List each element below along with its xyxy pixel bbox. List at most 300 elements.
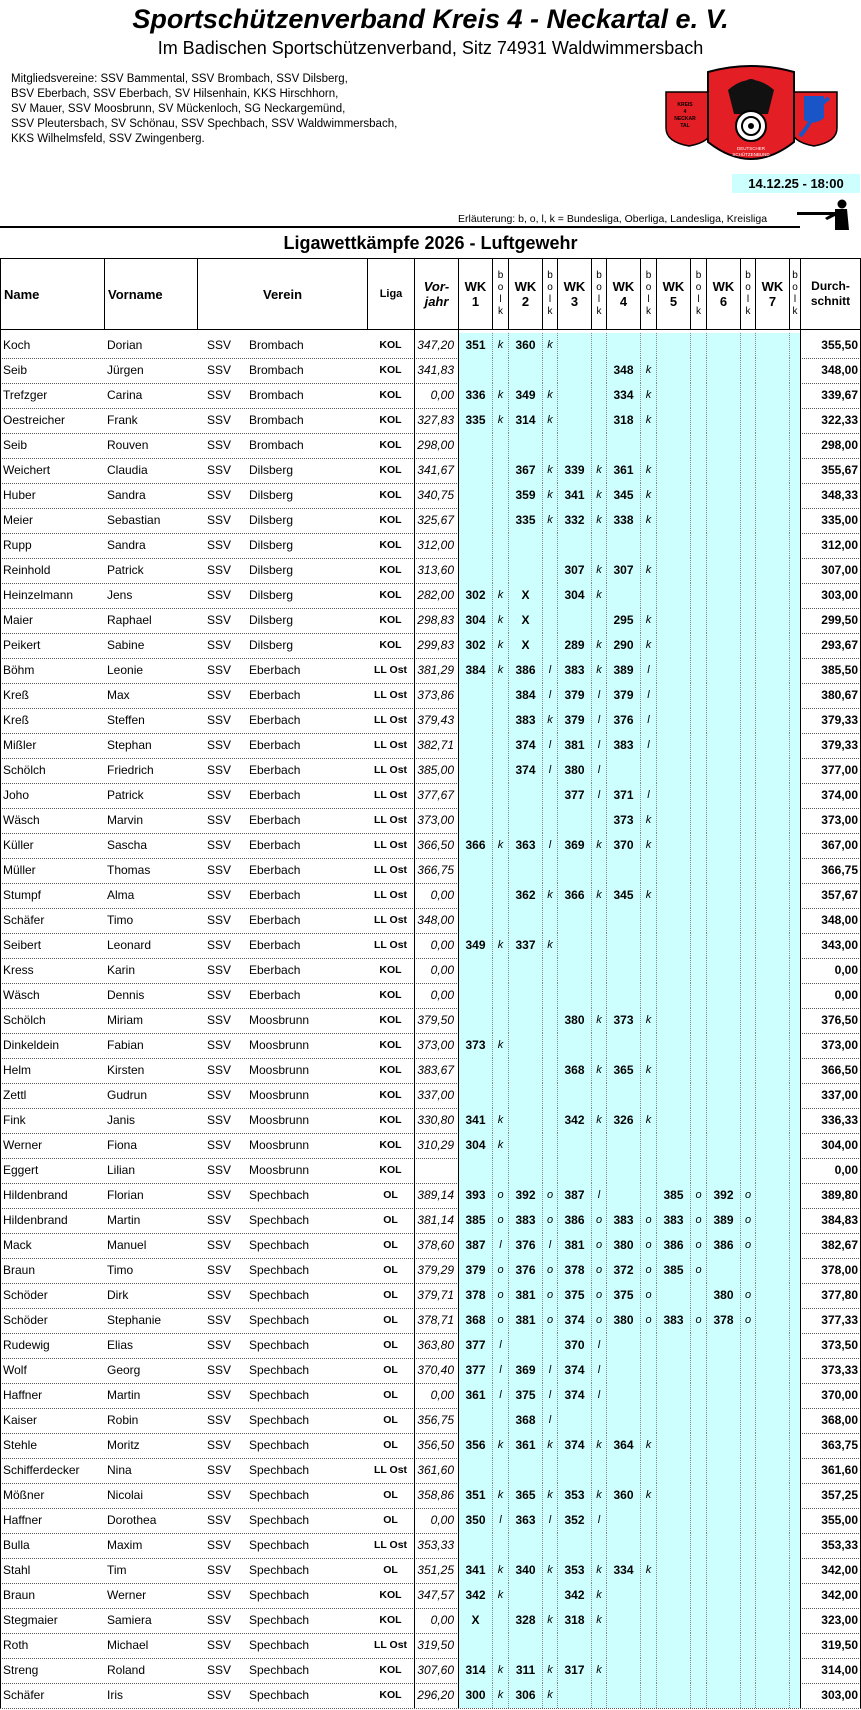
cell-vorjahr: 366,50 [417,838,454,852]
cell-wk-league: k [640,1483,656,1508]
col-header-wk-number: 6 [719,294,728,309]
cell-wk-league [640,1458,656,1483]
cell-wk-score [706,433,740,458]
cell-wk-score: 376 [508,1258,542,1283]
cell-wk-score [656,858,690,883]
cell-name: Joho [3,788,30,802]
col-header-bolk-letter: o [497,282,504,293]
cell-liga: LL Ost [373,814,408,826]
cell-club: Brombach [249,363,304,377]
cell-vorjahr: 385,00 [417,763,454,777]
cell-wk-score: 332 [557,508,591,533]
cell-wk-league [591,1683,606,1708]
cell-wk-score [656,1008,690,1033]
cell-durchschnitt: 299,50 [800,608,861,633]
cell-wk-score [755,983,789,1008]
cell-durchschnitt: 0,00 [800,958,861,983]
cell-wk-score [508,558,542,583]
cell-wk-score [557,858,591,883]
cell-vorname: Friedrich [107,763,154,777]
col-header-wk-number: 1 [471,294,480,309]
cell-wk-score: 370 [606,833,640,858]
cell-vorjahr: 341,83 [417,363,454,377]
cell-club-type: SSV [207,1538,232,1552]
cell-wk-score [508,1008,542,1033]
cell-wk-score: 383 [656,1208,690,1233]
cell-wk-league [492,858,508,883]
cell-wk-score [656,1608,690,1633]
cell-durchschnitt: 293,67 [800,633,861,658]
table-row [0,1658,861,1684]
cell-wk-score [755,608,789,633]
cell-wk-score: 377 [458,1333,492,1358]
cell-wk-league: k [640,483,656,508]
cell-name: Peikert [3,638,41,652]
cell-wk-score [557,1633,591,1658]
col-header-bolk-letter: l [746,294,750,305]
cell-wk-score [656,633,690,658]
cell-liga: KOL [379,414,402,426]
logo-text-neckar: NECKAR [674,116,696,122]
cell-wk-score [656,1108,690,1133]
cell-vorname: Michael [107,1638,149,1652]
cell-club-type: SSV [207,763,232,777]
table-row [0,1083,861,1109]
cell-durchschnitt: 342,00 [800,1558,861,1583]
cell-wk-league [789,1458,800,1483]
cell-wk-league [789,858,800,883]
cell-wk-league [690,1083,706,1108]
cell-wk-score [755,1683,789,1708]
cell-wk-score: 351 [458,1483,492,1508]
cell-liga: KOL [379,614,402,626]
cell-vorjahr: 0,00 [430,1513,454,1527]
cell-wk-score: 374 [557,1358,591,1383]
logo-text-deutscher: DEUTSCHER [736,146,766,151]
cell-wk-league [789,883,800,908]
cell-wk-league [740,733,755,758]
cell-wk-league [591,1158,606,1183]
cell-wk-league [492,708,508,733]
cell-name: Schöder [3,1313,48,1327]
cell-wk-league: k [591,1658,606,1683]
cell-wk-score: 349 [458,933,492,958]
cell-wk-league: o [542,1183,557,1208]
cell-wk-score [656,558,690,583]
col-header-wk-number: 4 [619,294,628,309]
col-header-wk-number: 3 [570,294,579,309]
cell-wk-league: l [591,733,606,758]
cell-wk-league [640,758,656,783]
cell-club-type: SSV [207,363,232,377]
cell-vorjahr: 366,75 [417,863,454,877]
cell-wk-league [542,1108,557,1133]
cell-wk-league: k [542,508,557,533]
cell-liga: OL [383,1239,398,1251]
cell-durchschnitt: 384,83 [800,1208,861,1233]
cell-club: Spechbach [249,1538,310,1552]
table-row [0,1158,861,1184]
cell-wk-league: k [492,833,508,858]
cell-wk-league [640,1533,656,1558]
cell-vorname: Frank [107,413,138,427]
cell-name: Schäfer [3,913,45,927]
cell-liga: KOL [379,489,402,501]
sheet-title: Ligawettkämpfe 2026 - Luftgewehr [283,233,578,253]
cell-wk-league [690,783,706,808]
cell-wk-league [542,1008,557,1033]
table-row [0,1633,861,1659]
cell-wk-league: l [591,1333,606,1358]
cell-wk-score [557,1158,591,1183]
cell-wk-league [690,1633,706,1658]
cell-wk-score: 361 [508,1433,542,1458]
cell-wk-league [740,558,755,583]
cell-wk-score: 374 [508,733,542,758]
cell-wk-score: 375 [508,1383,542,1408]
cell-wk-league: k [542,1558,557,1583]
cell-durchschnitt: 389,80 [800,1183,861,1208]
cell-wk-league [690,633,706,658]
cell-wk-league [492,508,508,533]
cell-vorname: Stephanie [107,1313,162,1327]
cell-name: Mißler [3,738,37,752]
cell-wk-score [656,383,690,408]
cell-wk-league [492,883,508,908]
table-gridline [0,258,1,1708]
cell-name: Rupp [3,538,32,552]
cell-wk-score: 359 [508,483,542,508]
cell-wk-league: k [591,833,606,858]
cell-wk-score [557,1133,591,1158]
cell-wk-score: X [458,1608,492,1633]
cell-vorname: Dorothea [107,1513,157,1527]
cell-durchschnitt: 377,00 [800,758,861,783]
cell-wk-league [492,458,508,483]
cell-wk-score [656,1683,690,1708]
cell-wk-league [492,983,508,1008]
cell-wk-league [690,408,706,433]
cell-wk-score: 361 [606,458,640,483]
table-row [0,1333,861,1359]
cell-club: Eberbach [249,863,301,877]
cell-wk-score [706,633,740,658]
cell-durchschnitt: 374,00 [800,783,861,808]
member-clubs-line: KKS Wilhelmsfeld, SSV Zwingenberg. [11,133,205,145]
cell-wk-league [690,333,706,358]
cell-wk-score [755,633,789,658]
cell-wk-score: 300 [458,1683,492,1708]
cell-wk-score: 360 [606,1483,640,1508]
cell-wk-league [542,1533,557,1558]
cell-vorname: Werner [107,1588,147,1602]
cell-wk-score: 345 [606,483,640,508]
cell-wk-score: 374 [557,1308,591,1333]
cell-vorname: Timo [107,1263,134,1277]
cell-durchschnitt: 337,00 [800,1083,861,1108]
cell-vorjahr: 358,86 [417,1488,454,1502]
cell-wk-league: l [591,708,606,733]
cell-wk-score [706,1158,740,1183]
cell-vorname: Timo [107,913,134,927]
table-row [0,933,861,959]
cell-vorjahr: 378,71 [417,1313,454,1327]
cell-wk-league [740,483,755,508]
cell-vorjahr: 383,67 [417,1063,454,1077]
col-header-bolk-letter: o [695,282,702,293]
cell-durchschnitt: 367,00 [800,833,861,858]
cell-wk-league [740,1258,755,1283]
cell-club-type: SSV [207,713,232,727]
cell-wk-league [492,358,508,383]
cell-wk-score [458,1008,492,1033]
cell-wk-league [789,1408,800,1433]
cell-name: Hildenbrand [3,1188,68,1202]
cell-wk-score [755,583,789,608]
cell-wk-league [591,1408,606,1433]
cell-liga: OL [383,1564,398,1576]
table-row [0,833,861,859]
table-row [0,683,861,709]
cell-vorjahr: 327,83 [417,413,454,427]
cell-wk-league: k [591,458,606,483]
table-row [0,758,861,784]
cell-club: Spechbach [249,1638,310,1652]
cell-wk-score [656,683,690,708]
cell-vorjahr: 348,00 [417,913,454,927]
cell-durchschnitt: 373,00 [800,808,861,833]
cell-wk-score [656,658,690,683]
col-header-bolk-4 [640,259,656,329]
cell-vorname: Steffen [107,713,145,727]
cell-liga: OL [383,1264,398,1276]
cell-liga: LL Ost [373,714,408,726]
cell-durchschnitt: 319,50 [800,1633,861,1658]
cell-wk-league [740,833,755,858]
cell-durchschnitt: 307,00 [800,558,861,583]
cell-wk-league [591,1458,606,1483]
cell-wk-league [740,708,755,733]
cell-wk-score: 290 [606,633,640,658]
cell-wk-score: 380 [557,1008,591,1033]
cell-wk-score: 352 [557,1508,591,1533]
cell-wk-league [591,433,606,458]
cell-name: Hildenbrand [3,1213,68,1227]
cell-liga: OL [383,1189,398,1201]
cell-wk-score [706,683,740,708]
cell-wk-league [789,1358,800,1383]
cell-name: Mößner [3,1488,45,1502]
cell-wk-score [606,1133,640,1158]
cell-wk-score [458,758,492,783]
cell-wk-score [557,333,591,358]
cell-wk-score: 381 [508,1283,542,1308]
cell-wk-league: k [640,808,656,833]
cell-wk-score: 372 [606,1258,640,1283]
cell-club-type: SSV [207,988,232,1002]
cell-durchschnitt: 355,67 [800,458,861,483]
cell-wk-score [755,1133,789,1158]
cell-wk-league: l [542,1408,557,1433]
cell-wk-score [656,1533,690,1558]
cell-wk-league: k [542,1433,557,1458]
cell-wk-league: l [492,1383,508,1408]
cell-wk-score: 349 [508,383,542,408]
cell-wk-score: 345 [606,883,640,908]
cell-durchschnitt: 304,00 [800,1133,861,1158]
col-header-bolk-letter: b [792,270,798,281]
cell-wk-score [656,1358,690,1383]
cell-wk-league: k [591,1558,606,1583]
cell-wk-score: 317 [557,1658,591,1683]
cell-wk-league [789,1208,800,1233]
cell-wk-league [789,1058,800,1083]
cell-wk-score [706,658,740,683]
cell-wk-league [740,958,755,983]
cell-wk-score: 373 [606,808,640,833]
cell-wk-score [656,583,690,608]
cell-club-type: SSV [207,1088,232,1102]
cell-wk-score: 350 [458,1508,492,1533]
cell-wk-score: 326 [606,1108,640,1133]
cell-wk-score [458,483,492,508]
cell-wk-league: l [591,683,606,708]
cell-wk-league: k [492,933,508,958]
table-row [0,733,861,759]
cell-wk-score: 353 [557,1483,591,1508]
cell-wk-league: l [542,658,557,683]
cell-wk-league [740,1108,755,1133]
cell-liga: KOL [379,989,402,1001]
cell-wk-league: k [640,458,656,483]
cell-wk-league [740,1683,755,1708]
col-header-wk-1 [458,259,492,329]
cell-wk-league [640,1683,656,1708]
cell-vorname: Samiera [107,1613,152,1627]
cell-wk-league [640,1383,656,1408]
cell-durchschnitt: 373,50 [800,1333,861,1358]
cell-wk-score [606,1583,640,1608]
cell-wk-score: 378 [557,1258,591,1283]
cell-wk-score [656,358,690,383]
cell-wk-score [656,833,690,858]
cell-liga: OL [383,1214,398,1226]
cell-wk-league [690,1058,706,1083]
cell-wk-score: 289 [557,633,591,658]
table-row [0,358,861,384]
cell-durchschnitt: 379,33 [800,733,861,758]
cell-wk-league [740,1383,755,1408]
cell-wk-score [458,508,492,533]
cell-wk-score [557,1533,591,1558]
cell-wk-league [690,1358,706,1383]
cell-club: Dilsberg [249,488,294,502]
cell-wk-score [656,1058,690,1083]
cell-wk-league: k [492,1433,508,1458]
cell-wk-score [755,1508,789,1533]
cell-wk-score: 381 [557,1233,591,1258]
cell-name: Stahl [3,1563,31,1577]
cell-durchschnitt: 303,00 [800,583,861,608]
cell-wk-league: k [591,1058,606,1083]
cell-club: Spechbach [249,1238,310,1252]
cell-club: Brombach [249,338,304,352]
cell-wk-league [740,508,755,533]
cell-wk-league [591,1083,606,1108]
cell-durchschnitt: 303,00 [800,1683,861,1708]
cell-wk-league [740,1558,755,1583]
cell-club: Eberbach [249,713,301,727]
cell-wk-score [656,1633,690,1658]
cell-wk-score [606,933,640,958]
cell-wk-league: k [640,633,656,658]
col-header-bolk-7 [789,259,800,329]
cell-wk-league: l [542,683,557,708]
cell-wk-score [656,483,690,508]
table-row [0,1433,861,1459]
cell-vorjahr: 370,40 [417,1363,454,1377]
cell-wk-score: 379 [458,1258,492,1283]
cell-wk-score [755,458,789,483]
col-header-bolk-letter: b [645,270,652,281]
cell-durchschnitt: 298,00 [800,433,861,458]
cell-vorjahr: 382,71 [417,738,454,752]
cell-club: Brombach [249,413,304,427]
cell-wk-league [740,1358,755,1383]
table-row [0,1608,861,1634]
col-header-bolk-letter: l [793,294,797,305]
cell-wk-league [789,1508,800,1533]
col-header-wk-4 [606,259,640,329]
cell-club: Spechbach [249,1438,310,1452]
cell-wk-league: k [542,383,557,408]
cell-liga: LL Ost [373,764,408,776]
cell-wk-score: 374 [557,1433,591,1458]
col-header-vorjahr-line: Vor- [423,279,450,294]
cell-liga: KOL [379,639,402,651]
cell-wk-score: 376 [508,1233,542,1258]
cell-wk-score [508,1083,542,1108]
cell-wk-league: l [492,1333,508,1358]
cell-durchschnitt: 366,50 [800,1058,861,1083]
cell-liga: OL [383,1289,398,1301]
cell-wk-league [690,1558,706,1583]
cell-wk-league [789,383,800,408]
cell-wk-score [508,433,542,458]
cell-vorname: Jens [107,588,133,602]
cell-wk-league [740,1058,755,1083]
cell-wk-score [508,1158,542,1183]
cell-name: Werner [3,1138,43,1152]
cell-wk-league [740,808,755,833]
cell-vorjahr: 378,60 [417,1238,454,1252]
cell-wk-score: 380 [557,758,591,783]
cell-wk-league: o [740,1308,755,1333]
cell-wk-score: 307 [606,558,640,583]
cell-wk-score [606,1183,640,1208]
cell-wk-score [458,1533,492,1558]
cell-name: Koch [3,338,31,352]
cell-wk-score: 378 [706,1308,740,1333]
cell-wk-league [690,933,706,958]
cell-wk-league [789,1308,800,1333]
cell-wk-league [690,1333,706,1358]
cell-wk-score [706,458,740,483]
cell-wk-league: o [542,1208,557,1233]
cell-wk-league [789,1008,800,1033]
cell-name: Fink [3,1113,26,1127]
cell-wk-score: 381 [557,733,591,758]
